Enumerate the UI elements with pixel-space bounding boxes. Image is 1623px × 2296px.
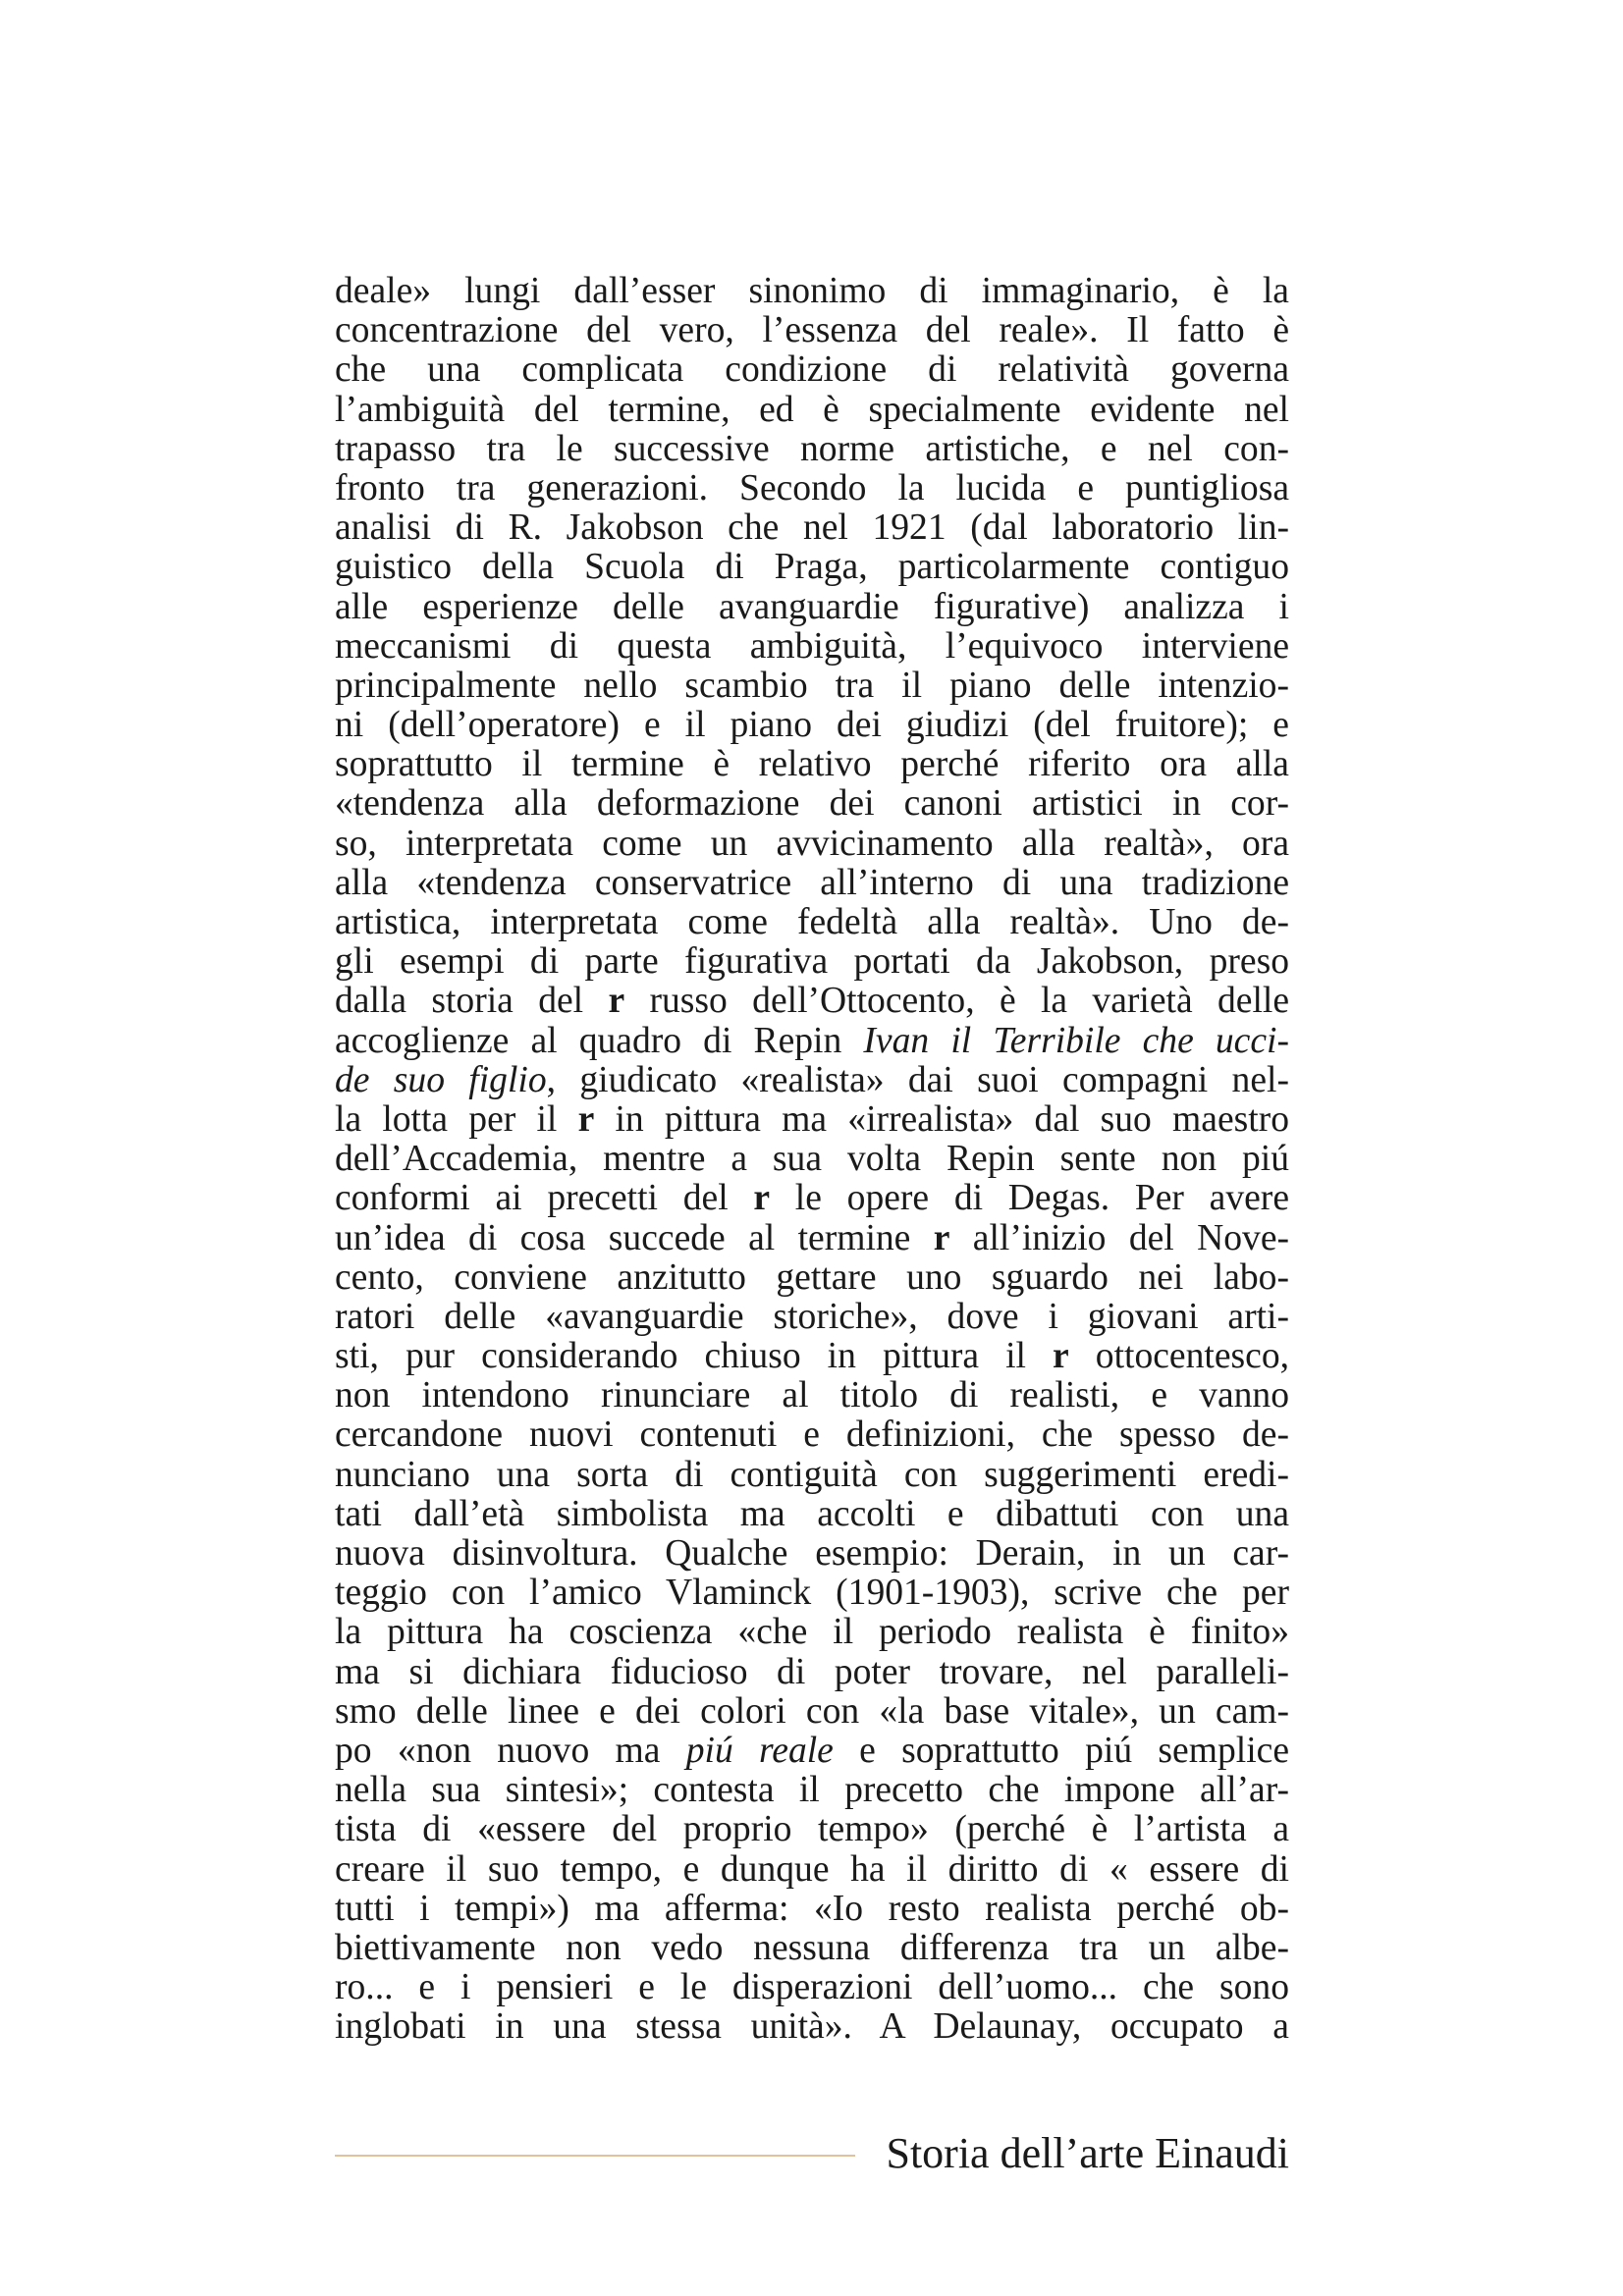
- text-line: [335, 2007, 1289, 2047]
- italic-text: piú reale: [685, 1730, 834, 1771]
- text-segment: sti, pur considerando chiuso in pittura il: [335, 1336, 1054, 1377]
- text-segment: inglobati in una stessa unità». A Delaunay, occupato a: [335, 2006, 1289, 2048]
- text-segment: alle esperienze delle avanguardie figurative) analizza i: [335, 586, 1289, 627]
- text-line: [335, 745, 1289, 784]
- text-segment: tista di «essere del proprio tempo» (perché è l’artista a: [335, 1809, 1289, 1850]
- text-line: [335, 311, 1289, 350]
- text-line: [335, 1613, 1289, 1652]
- text-line: [335, 430, 1289, 469]
- text-line: [335, 825, 1289, 864]
- abbreviation-r: r: [933, 1217, 950, 1258]
- text-line: [335, 706, 1289, 745]
- text-line: [335, 469, 1289, 508]
- text-line: [335, 1850, 1289, 1890]
- text-line: [335, 1771, 1289, 1810]
- text-segment: in pittura ma «irrealista» dal suo maestro: [594, 1098, 1289, 1140]
- text-segment: nuova disinvoltura. Qualche esempio: Derain, in un car-: [335, 1533, 1289, 1574]
- text-line: [335, 1179, 1289, 1218]
- text-segment: russo dell’Ottocento, è la varietà delle: [624, 981, 1290, 1022]
- text-segment: deale» lungi dall’esser sinonimo di immaginario, è la: [335, 271, 1289, 311]
- text-segment: soprattutto il termine è relativo perché riferito ora alla: [335, 744, 1289, 785]
- text-line: [335, 391, 1289, 430]
- text-line: [335, 1061, 1289, 1100]
- text-segment: ro... e i pensieri e le disperazioni dell’uomo... che sono: [335, 1967, 1289, 2008]
- text-line: [335, 350, 1289, 390]
- text-segment: analisi di R. Jakobson che nel 1921 (dal laboratorio lin-: [335, 507, 1289, 549]
- text-segment: guistico della Scuola di Praga, particolarmente contiguo: [335, 547, 1289, 588]
- text-line: [335, 667, 1289, 706]
- text-segment: ottocentesco,: [1068, 1336, 1290, 1377]
- text-segment: la lotta per il: [335, 1098, 578, 1140]
- text-line: [335, 588, 1289, 627]
- text-segment: «tendenza alla deformazione dei canoni artistici in cor-: [335, 783, 1289, 825]
- text-segment: all’inizio del Nove-: [949, 1217, 1290, 1258]
- text-line: [335, 1732, 1289, 1771]
- footer-rule: [335, 2155, 855, 2157]
- text-segment: alla «tendenza conservatrice all’interno di una tradizione: [335, 862, 1289, 903]
- text-line: [335, 1100, 1289, 1140]
- text-line: [335, 1337, 1289, 1376]
- text-line: [335, 1653, 1289, 1692]
- text-segment: l’ambiguità del termine, ed è specialmente evidente nel: [335, 389, 1289, 430]
- text-line: [335, 1376, 1289, 1415]
- text-line: [335, 1258, 1289, 1298]
- text-line: [335, 903, 1289, 942]
- abbreviation-r: r: [753, 1178, 771, 1219]
- text-line: [335, 1692, 1289, 1732]
- text-segment: accoglienze al quadro di Repin: [335, 1020, 864, 1061]
- text-line: [335, 1456, 1289, 1495]
- text-segment: non intendono rinunciare al titolo di realisti, e vanno: [335, 1375, 1289, 1416]
- text-line: [335, 1810, 1289, 1849]
- text-line: [335, 627, 1289, 667]
- text-segment: che una complicata condizione di relatività governa: [335, 349, 1289, 391]
- abbreviation-r: r: [1053, 1336, 1069, 1377]
- text-segment: creare il suo tempo, e dunque ha il diritto di « essere di: [335, 1848, 1289, 1890]
- text-line: [335, 1219, 1289, 1258]
- text-segment: biettivamente non vedo nessuna differenza tra un albe-: [335, 1927, 1289, 1968]
- text-segment: ma si dichiara fiducioso di poter trovare, nel paralleli-: [335, 1651, 1289, 1692]
- text-segment: tati dall’età simbolista ma accolti e dibattuti con una: [335, 1493, 1289, 1534]
- text-segment: conformi ai precetti del: [335, 1178, 754, 1219]
- footer-book-title: Storia dell’arte Einaudi: [886, 2129, 1289, 2177]
- text-segment: gli esempi di parte figurativa portati da Jakobson, preso: [335, 941, 1289, 983]
- text-segment: nella sua sintesi»; contesta il precetto che impone all’ar-: [335, 1770, 1289, 1811]
- text-segment: nunciano una sorta di contiguità con suggerimenti eredi-: [335, 1454, 1289, 1495]
- text-line: [335, 272, 1289, 311]
- text-segment: le opere di Degas. Per avere: [770, 1178, 1289, 1219]
- text-line: [335, 548, 1289, 587]
- text-segment: teggio con l’amico Vlaminck (1901-1903), scrive che per: [335, 1573, 1289, 1614]
- text-segment: meccanismi di questa ambiguità, l’equivoco interviene: [335, 625, 1289, 667]
- text-line: [335, 864, 1289, 903]
- text-line: [335, 1534, 1289, 1574]
- text-segment: ratori delle «avanguardie storiche», dove i giovani arti-: [335, 1296, 1289, 1337]
- text-line: [335, 1022, 1289, 1061]
- text-segment: e soprattutto piú semplice: [833, 1730, 1289, 1771]
- body-paragraph: [335, 272, 1289, 2047]
- text-line: [335, 1929, 1289, 1968]
- text-segment: artistica, interpretata come fedeltà alla realtà». Uno de-: [335, 902, 1289, 942]
- text-segment: la pittura ha coscienza «che il periodo realista è finito»: [335, 1612, 1289, 1653]
- text-line: [335, 508, 1289, 548]
- abbreviation-r: r: [577, 1098, 595, 1140]
- abbreviation-r: r: [608, 981, 625, 1022]
- text-line: [335, 1968, 1289, 2007]
- text-segment: ni (dell’operatore) e il piano dei giudizi (del fruitore); e: [335, 705, 1289, 746]
- text-segment: dalla storia del: [335, 981, 609, 1022]
- text-line: [335, 1298, 1289, 1337]
- text-segment: tutti i tempi») ma afferma: «Io resto realista perché ob-: [335, 1888, 1289, 1929]
- italic-text: de suo figlio: [335, 1059, 547, 1100]
- italic-text: Ivan il Terribile che ucci-: [863, 1020, 1289, 1061]
- text-line: [335, 982, 1289, 1021]
- text-segment: un’idea di cosa succede al termine: [335, 1217, 934, 1258]
- text-segment: po «non nuovo ma: [335, 1730, 686, 1771]
- text-line: [335, 784, 1289, 824]
- text-line: [335, 1415, 1289, 1455]
- text-segment: trapasso tra le successive norme artistiche, e nel con-: [335, 428, 1289, 469]
- text-line: [335, 942, 1289, 982]
- text-segment: concentrazione del vero, l’essenza del reale». Il fatto è: [335, 310, 1289, 351]
- text-segment: dell’Accademia, mentre a sua volta Repin sente non piú: [335, 1139, 1289, 1180]
- text-segment: , giudicato «realista» dai suoi compagni nel-: [546, 1059, 1289, 1100]
- text-segment: fronto tra generazioni. Secondo la lucida e puntigliosa: [335, 467, 1289, 508]
- text-segment: cento, conviene anzitutto gettare uno sguardo nei labo-: [335, 1256, 1289, 1298]
- text-line: [335, 1495, 1289, 1534]
- text-line: [335, 1890, 1289, 1929]
- text-segment: smo delle linee e dei colori con «la base vitale», un cam-: [335, 1690, 1289, 1732]
- text-segment: cercandone nuovi contenuti e definizioni, che spesso de-: [335, 1415, 1289, 1456]
- text-segment: so, interpretata come un avvicinamento alla realtà», ora: [335, 823, 1289, 864]
- text-segment: principalmente nello scambio tra il piano delle intenzio-: [335, 665, 1289, 706]
- text-line: [335, 1140, 1289, 1179]
- text-line: [335, 1574, 1289, 1613]
